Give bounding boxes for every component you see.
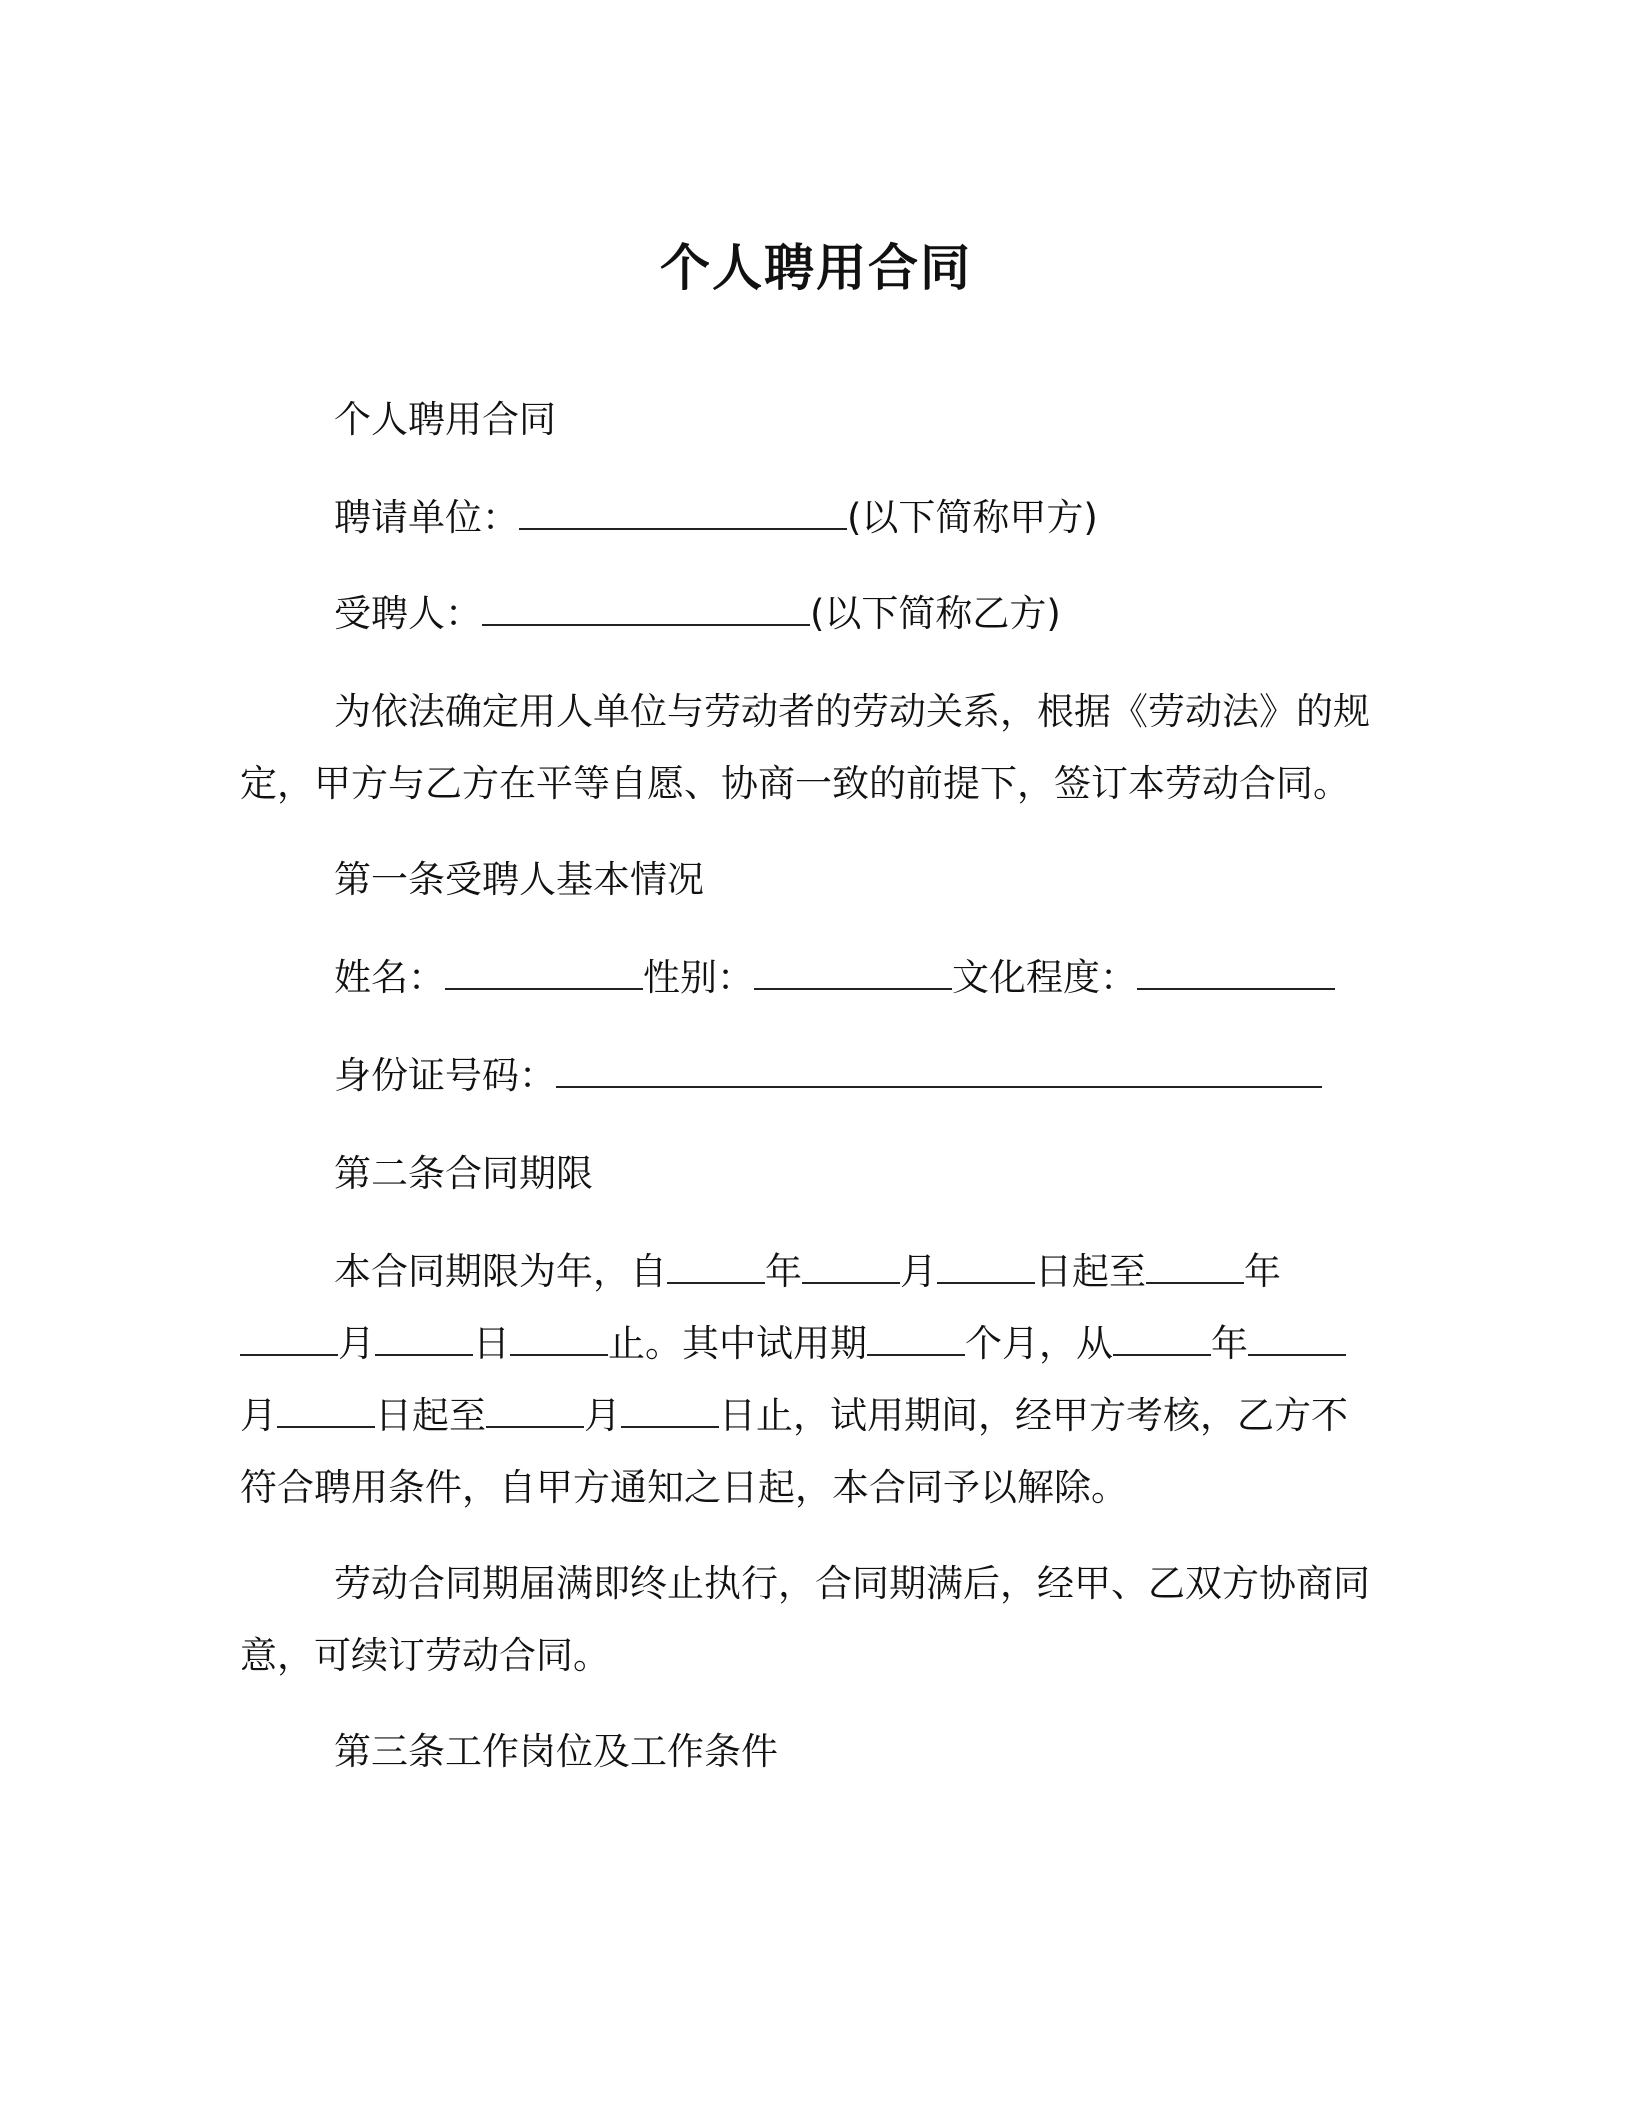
employee-note: (以下简称乙方) <box>810 592 1061 635</box>
start-month-blank[interactable] <box>802 1246 900 1284</box>
end-day-blank[interactable] <box>375 1318 473 1356</box>
trial-end-day-blank[interactable] <box>621 1390 719 1428</box>
article2-heading: 第二条合同期限 <box>334 1152 593 1195</box>
trial-months-blank[interactable] <box>867 1318 965 1356</box>
article3-heading: 第三条工作岗位及工作条件 <box>334 1730 778 1773</box>
name-blank[interactable] <box>445 952 643 990</box>
id-blank[interactable] <box>556 1050 1322 1088</box>
id-line <box>240 1040 1380 1112</box>
education-blank[interactable] <box>1137 952 1335 990</box>
start-year-blank[interactable] <box>667 1246 765 1284</box>
employer-blank[interactable] <box>519 492 847 530</box>
trial-end-month-blank[interactable] <box>486 1390 584 1428</box>
employee-blank[interactable] <box>482 588 810 626</box>
basic-info-line <box>240 942 1380 1014</box>
end-blank[interactable] <box>510 1318 608 1356</box>
name-label: 姓名： <box>334 956 445 999</box>
trial-start-month-blank[interactable] <box>1248 1318 1346 1356</box>
employer-note: (以下简称甲方) <box>847 496 1098 539</box>
employee-line <box>240 578 1380 650</box>
end-year-blank[interactable] <box>1146 1246 1244 1284</box>
term-paragraph: 本合同期限为年，自 年 月 日起至 年 月 日 止。其中试用期 个月，从 年 月 日起至 月 日止，试用期间，经甲方考核，乙方不 符合聘用条件，自甲方通知之日起，本合同予以解除。 <box>240 1236 1380 1524</box>
gender-blank[interactable] <box>754 952 952 990</box>
trial-start-year-blank[interactable] <box>1113 1318 1211 1356</box>
document-title: 个人聘用合同 <box>660 239 972 297</box>
employer-label: 聘请单位： <box>334 496 519 539</box>
article1-heading: 第一条受聘人基本情况 <box>334 858 704 901</box>
preamble: 为依法确定用人单位与劳动者的劳动关系，根据《劳动法》的规 定，甲方与乙方在平等自愿、协商一致的前提下，签订本劳动合同。 <box>240 690 1370 805</box>
education-label: 文化程度： <box>952 956 1137 999</box>
end-month-blank[interactable] <box>240 1318 338 1356</box>
id-label: 身份证号码： <box>334 1054 556 1097</box>
renewal-paragraph: 劳动合同期届满即终止执行，合同期满后，经甲、乙双方协商同 意，可续订劳动合同。 <box>240 1562 1370 1677</box>
employee-label: 受聘人： <box>334 592 482 635</box>
start-day-blank[interactable] <box>937 1246 1035 1284</box>
gender-label: 性别： <box>643 956 754 999</box>
trial-start-day-blank[interactable] <box>277 1390 375 1428</box>
employer-line <box>240 482 1380 554</box>
subtitle: 个人聘用合同 <box>334 398 556 441</box>
